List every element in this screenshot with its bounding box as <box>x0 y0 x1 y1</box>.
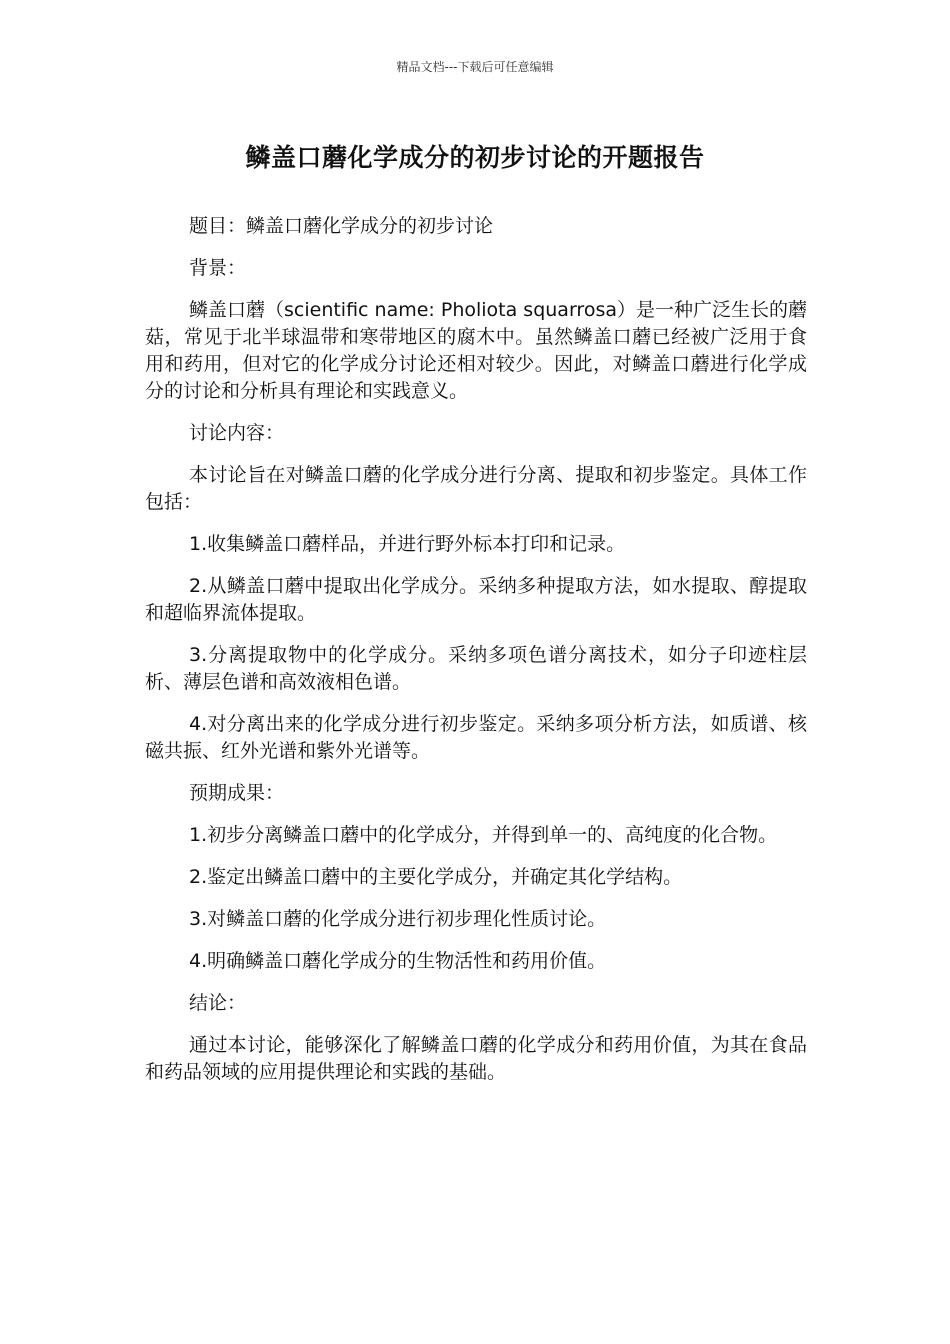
result-item-3: 3.对鳞盖口蘑的化学成分进行初步理化性质讨论。 <box>189 908 607 930</box>
header-note: 精品文档---下载后可任意编辑 <box>396 60 554 74</box>
result-item-4: 4.明确鳞盖口蘑化学成分的生物活性和药用价值。 <box>189 950 607 972</box>
research-item-4: 4.对分离出来的化学成分进行初步鉴定。采纳多项分析方法，如质谱、核磁共振、红外光谱和紫外光谱等。 <box>145 713 807 762</box>
section-heading-background: 背景： <box>189 257 247 279</box>
result-item-2: 2.鉴定出鳞盖口蘑中的主要化学成分，并确定其化学结构。 <box>189 866 683 888</box>
section-heading-research-content: 讨论内容： <box>189 422 285 444</box>
research-item-2: 2.从鳞盖口蘑中提取出化学成分。采纳多种提取方法，如水提取、醇提取和超临界流体提取。 <box>145 575 807 624</box>
document-title: 鳞盖口蘑化学成分的初步讨论的开题报告 <box>245 143 705 172</box>
document-body <box>145 213 807 1101</box>
result-item-1: 1.初步分离鳞盖口蘑中的化学成分，并得到单一的、高纯度的化合物。 <box>189 824 778 846</box>
section-heading-expected-results: 预期成果： <box>189 782 285 804</box>
research-intro-paragraph: 本讨论旨在对鳞盖口蘑的化学成分进行分离、提取和初步鉴定。具体工作包括： <box>145 464 807 513</box>
background-paragraph: 鳞盖口蘑（scientific name: Pholiota squarrosa）是一种广泛生长的蘑菇，常见于北半球温带和寒带地区的腐木中。虽然鳞盖口蘑已经被广泛用于食用和药用，但对它的化学成分讨论还相对较少。因此，对鳞盖口蘑进行化学成分的讨论和分析具有理论和实践意义。 <box>145 299 807 402</box>
conclusion-paragraph: 通过本讨论，能够深化了解鳞盖口蘑的化学成分和药用价值，为其在食品和药品领域的应用提供理论和实践的基础。 <box>145 1034 807 1083</box>
section-heading-conclusion: 结论： <box>189 992 247 1014</box>
topic-line: 题目：鳞盖口蘑化学成分的初步讨论 <box>189 215 494 237</box>
research-item-1: 1.收集鳞盖口蘑样品，并进行野外标本打印和记录。 <box>189 533 626 555</box>
research-item-3: 3.分离提取物中的化学成分。采纳多项色谱分离技术，如分子印迹柱层析、薄层色谱和高效液相色谱。 <box>145 644 807 693</box>
